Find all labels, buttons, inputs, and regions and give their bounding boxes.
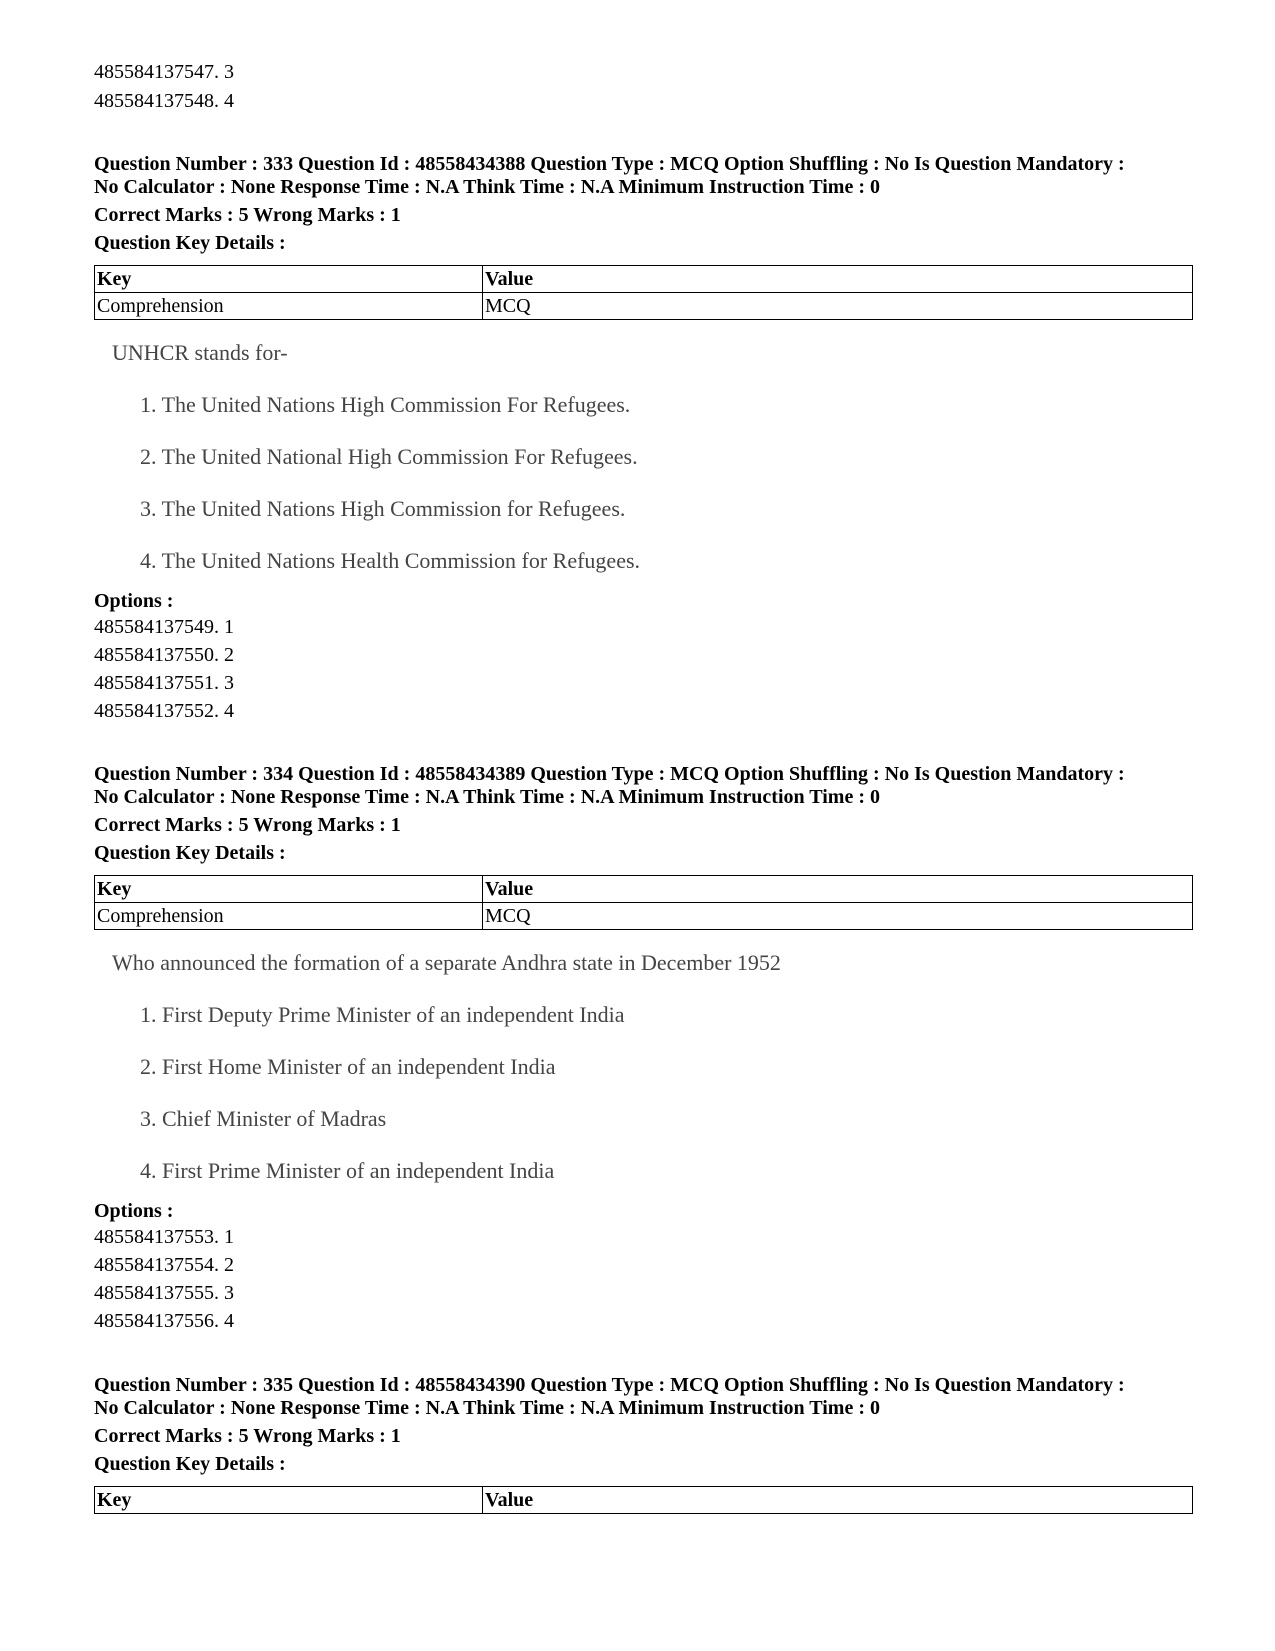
table-cell: MCQ <box>483 293 1193 320</box>
question-image <box>94 940 1094 1183</box>
option-line: 485584137551. 3 <box>94 672 234 694</box>
table-cell: Comprehension <box>95 903 483 930</box>
question-header-line1: Question Number : 335 Question Id : 48558434390 Question Type : MCQ Option Shuffling : No Is Question Mandatory : <box>94 1374 1125 1396</box>
question-text: UNHCR stands for- <box>112 340 288 365</box>
question-header-line1: Question Number : 333 Question Id : 48558434388 Question Type : MCQ Option Shuffling : No Is Question Mandatory : <box>94 153 1125 175</box>
question-header-line2: No Calculator : None Response Time : N.A Think Time : N.A Minimum Instruction Time : 0 <box>94 786 880 808</box>
table-cell: Value <box>483 266 1193 293</box>
choice-text: 4. The United Nations Health Commission for Refugees. <box>140 548 641 573</box>
question-header-line2: No Calculator : None Response Time : N.A Think Time : N.A Minimum Instruction Time : 0 <box>94 176 880 198</box>
marks-line: Correct Marks : 5 Wrong Marks : 1 <box>94 204 401 226</box>
option-line: 485584137556. 4 <box>94 1310 234 1332</box>
option-line: 485584137553. 1 <box>94 1226 234 1248</box>
key-details-table <box>94 875 1193 930</box>
question-image <box>94 330 1094 573</box>
key-details-table <box>94 1486 1193 1514</box>
choice-text: 1. The United Nations High Commission For Refugees. <box>140 392 631 417</box>
option-line: 485584137547. 3 <box>94 61 234 83</box>
question-header-line1: Question Number : 334 Question Id : 48558434389 Question Type : MCQ Option Shuffling : No Is Question Mandatory : <box>94 763 1125 785</box>
key-details-label: Question Key Details : <box>94 1453 286 1475</box>
table-header-row <box>95 876 1193 903</box>
question-header-line2: No Calculator : None Response Time : N.A Think Time : N.A Minimum Instruction Time : 0 <box>94 1397 880 1419</box>
table-cell: Key <box>95 876 483 903</box>
choice-text: 3. Chief Minister of Madras <box>140 1106 387 1131</box>
table-cell: MCQ <box>483 903 1193 930</box>
key-details-label: Question Key Details : <box>94 842 286 864</box>
table-cell: Comprehension <box>95 293 483 320</box>
table-row <box>95 293 1193 320</box>
choice-text: 4. First Prime Minister of an independent India <box>140 1158 555 1183</box>
marks-line: Correct Marks : 5 Wrong Marks : 1 <box>94 814 401 836</box>
option-line: 485584137555. 3 <box>94 1282 234 1304</box>
choice-text: 1. First Deputy Prime Minister of an independent India <box>140 1002 625 1027</box>
options-label: Options : <box>94 1200 174 1222</box>
table-cell: Key <box>95 1487 483 1514</box>
choice-text: 2. First Home Minister of an independent India <box>140 1054 556 1079</box>
question-text: Who announced the formation of a separate Andhra state in December 1952 <box>112 950 781 975</box>
marks-line: Correct Marks : 5 Wrong Marks : 1 <box>94 1425 401 1447</box>
choice-text: 3. The United Nations High Commission for Refugees. <box>140 496 626 521</box>
table-cell: Key <box>95 266 483 293</box>
option-line: 485584137550. 2 <box>94 644 234 666</box>
option-line: 485584137554. 2 <box>94 1254 234 1276</box>
table-row <box>95 903 1193 930</box>
table-header-row <box>95 1487 1193 1514</box>
option-line: 485584137549. 1 <box>94 616 234 638</box>
table-cell: Value <box>483 876 1193 903</box>
options-label: Options : <box>94 590 174 612</box>
option-line: 485584137552. 4 <box>94 700 234 722</box>
key-details-table <box>94 265 1193 320</box>
option-line: 485584137548. 4 <box>94 90 234 112</box>
table-cell: Value <box>483 1487 1193 1514</box>
key-details-label: Question Key Details : <box>94 232 286 254</box>
choice-text: 2. The United National High Commission For Refugees. <box>140 444 638 469</box>
table-header-row <box>95 266 1193 293</box>
